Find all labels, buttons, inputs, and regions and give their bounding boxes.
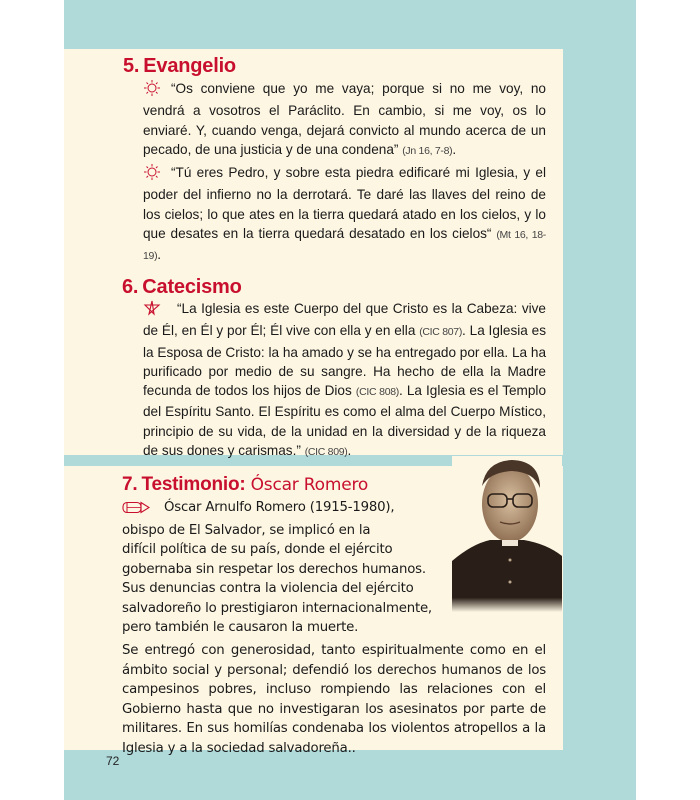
punctuation: . xyxy=(452,141,457,157)
testimony-intro xyxy=(122,498,452,638)
catechism-reference: (CIC 807) xyxy=(419,326,463,339)
page-number: 72 xyxy=(106,754,120,768)
section-title: Evangelio xyxy=(143,55,236,77)
catechism-text: “La Iglesia es este Cuerpo del que Cristo es la Cabeza: vive de Él, en Él y por Él; Él vive con ella y en ella xyxy=(143,301,546,339)
testimony-line: salvadoreño lo prestigiaron internacionalmente, xyxy=(122,600,432,616)
section-title: Testimonio: xyxy=(141,474,246,495)
testimony-line: Sus denuncias contra la violencia del ejército xyxy=(122,581,414,596)
section-heading-testimonio xyxy=(122,474,368,496)
quote-paragraph xyxy=(143,79,546,161)
testimony-line xyxy=(122,498,452,521)
sun-icon xyxy=(143,164,161,185)
star-icon xyxy=(143,300,161,321)
quote-paragraph xyxy=(143,163,546,266)
quote-text: “Os conviene que yo me vaya; porque si no me voy, no vendrá a vosotros el Paráclito. En cambio, si me voy, os lo enviaré. Y, cuando venga, dejará convicto al mundo acerca de un pecado, de una justicia y de una condena” xyxy=(143,81,546,157)
pencil-icon xyxy=(122,501,150,521)
testimony-line: obispo de El Salvador, se implicó en la xyxy=(122,522,371,538)
section-number: 7. xyxy=(122,474,138,495)
section-number: 5. xyxy=(123,55,140,77)
catechism-reference: (CIC 809) xyxy=(304,446,348,459)
section-heading-catecismo xyxy=(122,276,242,299)
testimony-line: pero también le causaron la muerte. xyxy=(122,620,359,635)
catechism-reference: (CIC 808) xyxy=(355,386,399,399)
section-heading-evangelio xyxy=(123,55,236,78)
catechism-text: . La Iglesia es el Templo del Espíritu Santo. El Espíritu es como el alma del Cuerpo Místico, principio de su vida, de la unidad en la diversidad y de la riqueza de sus dones y carismas.” xyxy=(143,383,547,459)
testimony-line: gobernaba sin respetar los derechos humanos. xyxy=(122,561,426,577)
section-title: Catecismo xyxy=(142,276,242,298)
catechism-text: . La Iglesia es la Esposa de Cristo: la ha amado y se ha entregado por ella. La ha purificado por medio de su sangre. Ha hecho de ella la Madre fecunda de todos los hijos de Dios xyxy=(143,323,547,399)
person-name: Óscar Romero xyxy=(250,475,369,495)
quote-text: “Tú eres Pedro, y sobre esta piedra edificaré mi Iglesia, y el poder del infierno no la derrotará. Te daré las llaves del reino de los cielos; lo que ates en la tierra quedará atado en los cielos, y lo que desates en la tierra quedará desatado en los cielos“ xyxy=(143,165,546,241)
testimony-line: difícil política de su país, donde el ejército xyxy=(122,542,393,557)
catechism-paragraph xyxy=(143,299,546,462)
bible-reference: (Mt 16, 18-19) xyxy=(143,228,547,263)
bible-reference: (Jn 16, 7-8) xyxy=(402,144,453,157)
section-number: 6. xyxy=(122,276,139,298)
punctuation: . xyxy=(347,443,352,459)
testimony-text: Óscar Arnulfo Romero (1915-1980), xyxy=(164,500,395,515)
punctuation: . xyxy=(157,247,162,263)
portrait-photo xyxy=(452,456,562,612)
testimony-body: Se entregó con generosidad, tanto espiritualmente como en el ámbito social y personal; defendió los derechos humanos de los campesinos pobres, incluso rompiendo las relaciones con el Gobierno hasta que no investigaran los asesinatos por parte de militares. En sus homilías condenaba los violentos atropellos a la Iglesia y a la sociedad salvadoreña.. xyxy=(122,643,546,756)
sun-icon xyxy=(143,80,161,101)
